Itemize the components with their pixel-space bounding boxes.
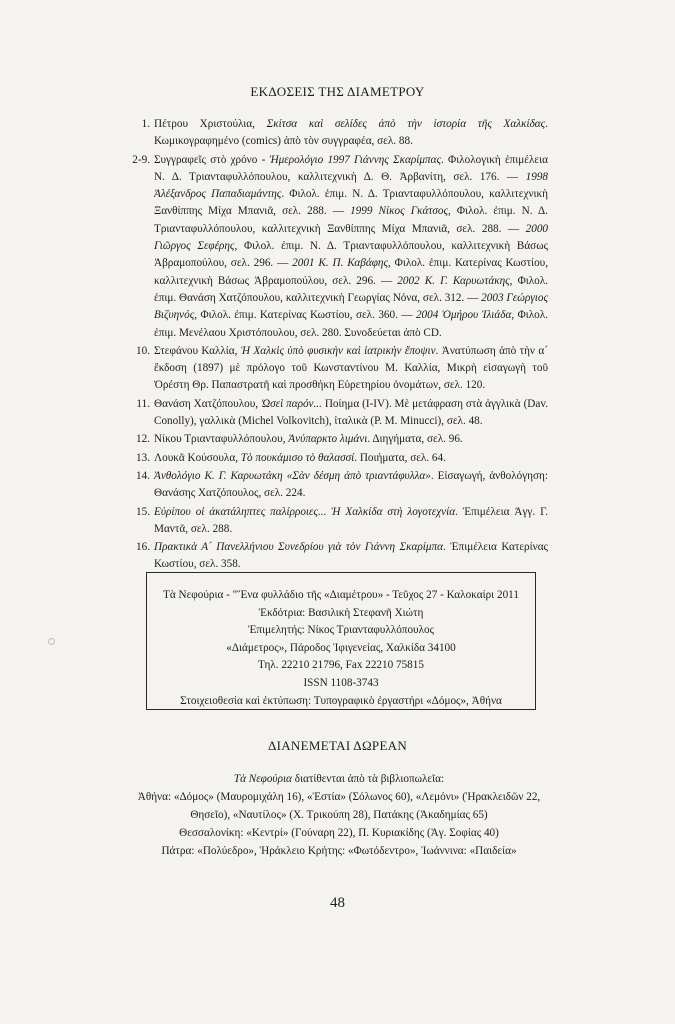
list-item-text: Συγγραφεῖς στὸ χρόνο - Ἡμερολόγιο 1997 Γιάννης Σκαρίμπας. Φιλολογικὴ ἐπιμέλεια Ν. Δ. Τριανταφυλλόπουλου, καλλιτεχνικὴ Δ. Θ. Ἀρβανίτη, σελ. 176. — 1998 Ἀλέξανδρος Παπαδιαμάντης. Φιλολ. ἐπιμ. Ν. Δ. Τριανταφυλλόπουλου, καλλιτεχνικὴ Ξανθίππης Μίχα Μπανιᾶ, σελ. 288. — 1999 Νίκος Γκάτσος, Φιλολ. ἐπιμ. Ν. Δ. Τριανταφυλλόπουλου, καλλιτεχνικὴ Ξανθίππης Μίχα Μπανιᾶ, σελ. 288. — 2000 Γιῶργος Σεφέρης, Φιλολ. ἐπιμ. Ν. Δ. Τριανταφυλλόπουλου, καλλιτεχνικὴ Βάσως Ἀβραμοπούλου, σελ. 296. — 2001 Κ. Π. Καβάφης, Φιλολ. ἐπιμ. Κατερίνας Κωστίου, καλλιτεχνικὴ Βάσως Ἀβραμοπούλου, σελ. 296. — 2002 Κ. Γ. Καρυωτάκης, Φιλολ. ἐπιμ. Θανάση Χατζόπουλου, καλλιτεχνικὴ Γεωργίας Νόνα, σελ. 312. — 2003 Γεώργιος Βιζυηνός, Φιλολ. ἐπιμ. Κατερίνας Κωστίου, σελ. 360. — 2004 Ὁμήρου Ἰλιάδα, Φιλολ. ἐπιμ. Μενέλαου Χριστόπουλου, σελ. 280. Συνοδεύεται ἀπὸ CD.: [154, 153, 549, 339]
list-item-text: Λουκᾶ Κούσουλα, Τὸ πουκάμισο τὸ θαλασσί. Ποιήματα, σελ. 64.: [154, 451, 446, 464]
list-item-number: 10.: [136, 344, 150, 357]
colophon-line: Τὰ Νεφούρια - "Ἕνα φυλλάδιο τῆς «Διαμέτρου» - Τεῦχος 27 - Καλοκαίρι 2011: [163, 589, 519, 601]
distribution-line: Πάτρα: «Πολύεδρο», Ἡράκλειο Κρήτης: «Φωτόδεντρο», Ἰωάννινα: «Παιδεία»: [161, 845, 517, 857]
colophon-line: Στοιχειοθεσία καὶ ἐκτύπωση: Τυπογραφικὸ ἐργαστήρι «Δόμος», Ἀθήνα: [180, 694, 502, 707]
list-item-number: 2-9.: [132, 153, 150, 166]
colophon-line: «Διάμετρος», Πάροδος Ἰφιγενείας, Χαλκίδα 34100: [226, 641, 456, 654]
list-item: [130, 116, 548, 151]
list-item-number: 13.: [136, 451, 150, 464]
distribution-intro: Τὰ Νεφούρια διατίθενται ἀπὸ τὰ βιβλιοπωλεῖα:: [233, 773, 445, 785]
distribution-section: [130, 770, 548, 860]
list-item: [130, 504, 548, 539]
list-item-text: Θανάση Χατζόπουλου, Ὡσεὶ παρόν... Ποίημα (I-IV). Μὲ μετάφραση στὰ ἀγγλικὰ (Dav. Conolly), γαλλικὰ (Michel Volkovitch), ἰταλικὰ (P. M. Minucci), σελ. 48.: [154, 397, 549, 428]
colophon-line: ISSN 1108-3743: [303, 676, 379, 689]
list-item-number: 11.: [136, 397, 150, 410]
list-item-text: Πρακτικὰ Α´ Πανελλήνιου Συνεδρίου γιὰ τὸν Γιάννη Σκαρίμπα. Ἐπιμέλεια Κατερίνας Κωστίου, σελ. 358.: [154, 541, 548, 571]
list-item-number: 14.: [136, 469, 150, 482]
distribution-heading: ΔΙΑΝΕΜΕΤΑΙ ΔΩΡΕΑΝ: [267, 738, 408, 753]
list-item-number: 16.: [136, 541, 150, 554]
list-item: [130, 539, 548, 574]
colophon-box: [146, 572, 536, 710]
distribution-line: Ἀθήνα: «Δόμος» (Μαυρομιχάλη 16), «Ἑστία» (Σόλωνος 60), «Λεμόνι» (Ἡρακλειδῶν 22, Θησεῖο), «Ναυτίλος» (Χ. Τρικούπη 28), Πατάκης (Ἀκαδημίας 65): [137, 791, 541, 821]
list-item: [130, 343, 548, 395]
list-item-number: 1.: [141, 118, 150, 130]
publications-list: [130, 116, 548, 574]
list-item: [130, 396, 548, 431]
list-item-text: Νίκου Τριανταφυλλόπουλου, Ἀνύπαρκτο λιμάνι. Διηγήματα, σελ. 96.: [154, 433, 463, 446]
margin-mark: [48, 638, 55, 645]
list-item: [130, 431, 548, 448]
colophon-line: Τηλ. 22210 21796, Fax 22210 75815: [258, 659, 424, 672]
distribution-line: Θεσσαλονίκη: «Κεντρί» (Γούναρη 22), Π. Κυριακίδης (Ἁγ. Σοφίας 40): [179, 827, 499, 839]
list-item-text: Στεφάνου Καλλία, Ἡ Χαλκὶς ὑπὸ φυσικὴν καὶ ἰατρικὴν ἔποψιν. Ἀνατύπωση ἀπὸ τὴν α´ ἔκδοση (1897) μὲ πρόλογο τοῦ Κωνσταντίνου Μ. Καλλία, Μικρὴ εἰσαγωγὴ τοῦ Ὀρέστη Θρ. Παπαστρατῆ καὶ προσθήκη Εὑρετηρίου ὀνομάτων, σελ. 120.: [154, 344, 548, 392]
list-item-number: 15.: [136, 505, 150, 518]
page-title: ΕΚΔΟΣΕΙΣ ΤΗΣ ΔΙΑΜΕΤΡΟΥ: [250, 84, 425, 99]
list-item: [130, 152, 548, 342]
list-item-number: 12.: [136, 433, 150, 446]
list-item: [130, 468, 548, 503]
list-item-text: Εὐρίπου οἱ ἀκατάληπτες παλίρροιες... Ἡ Χαλκίδα στὴ λογοτεχνία. Ἐπιμέλεια Ἀγγ. Γ. Μαντᾶ, σελ. 288.: [154, 505, 549, 535]
page-number: 48: [330, 895, 345, 911]
list-item: [130, 450, 548, 467]
list-item-text: Ἀνθολόγιο Κ. Γ. Καρυωτάκη «Σὰν δέσμη ἀπὸ τριαντάφυλλα». Εἰσαγωγή, ἀνθολόγηση: Θανάσης Χατζόπουλος, σελ. 224.: [154, 469, 548, 500]
list-item-text: Πέτρου Χριστούλια, Σκίτσα καὶ σελίδες ἀπὸ τὴν ἱστορία τῆς Χαλκίδας. Κωμικογραφημένο (comics) ἀπὸ τὸν συγγραφέα, σελ. 88.: [154, 118, 548, 148]
colophon-line: Ἐπιμελητής: Νίκος Τριανταφυλλόπουλος: [247, 624, 435, 637]
colophon-line: Ἐκδότρια: Βασιλικὴ Στεφανῆ Χιώτη: [258, 606, 424, 619]
